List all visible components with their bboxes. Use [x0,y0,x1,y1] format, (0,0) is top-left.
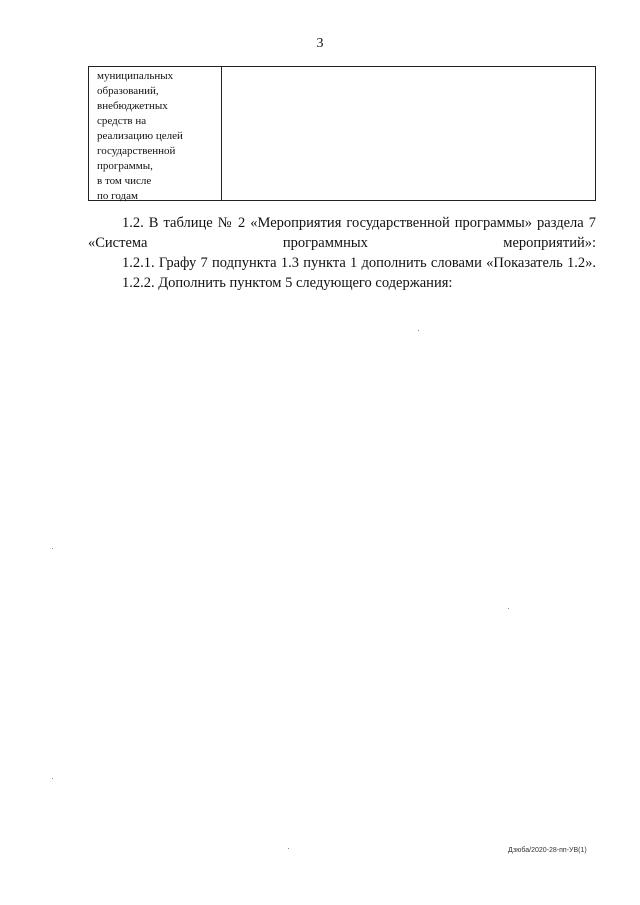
left-cell-line: программы, [97,160,153,172]
scan-speck [52,548,53,549]
left-cell-line: в том числе [97,175,152,187]
left-cell-line: муниципальных [97,70,174,82]
budget-table-fragment [88,66,596,201]
left-cell-line: образований, [97,85,159,97]
scan-speck [508,608,509,609]
left-cell-line: реализацию целей [97,130,183,142]
document-body [88,213,596,293]
left-cell-line: средств на [97,115,147,127]
table-left-cell [89,67,222,200]
paragraph-1-2: 1.2. В таблице № 2 «Мероприятия государственной программы» раздела 7 «Система программных мероприятий»: [88,215,596,251]
scan-speck [288,848,289,849]
document-code: Дзюба/2020-28-пп-УВ(1) [508,847,587,854]
paragraph-1-2-1: 1.2.1. Графу 7 подпункта 1.3 пункта 1 дополнить словами «Показатель 1.2». [122,255,596,271]
left-cell-line: внебюджетных [97,100,168,112]
paragraph-1-2-2: 1.2.2. Дополнить пунктом 5 следующего содержания: [122,275,453,291]
scan-speck [418,330,419,331]
scan-speck [52,778,53,779]
left-cell-line: по годам [97,190,138,202]
table-right-cell [222,67,595,200]
page-number: 3 [316,36,324,51]
left-cell-line: государственной [97,145,176,157]
